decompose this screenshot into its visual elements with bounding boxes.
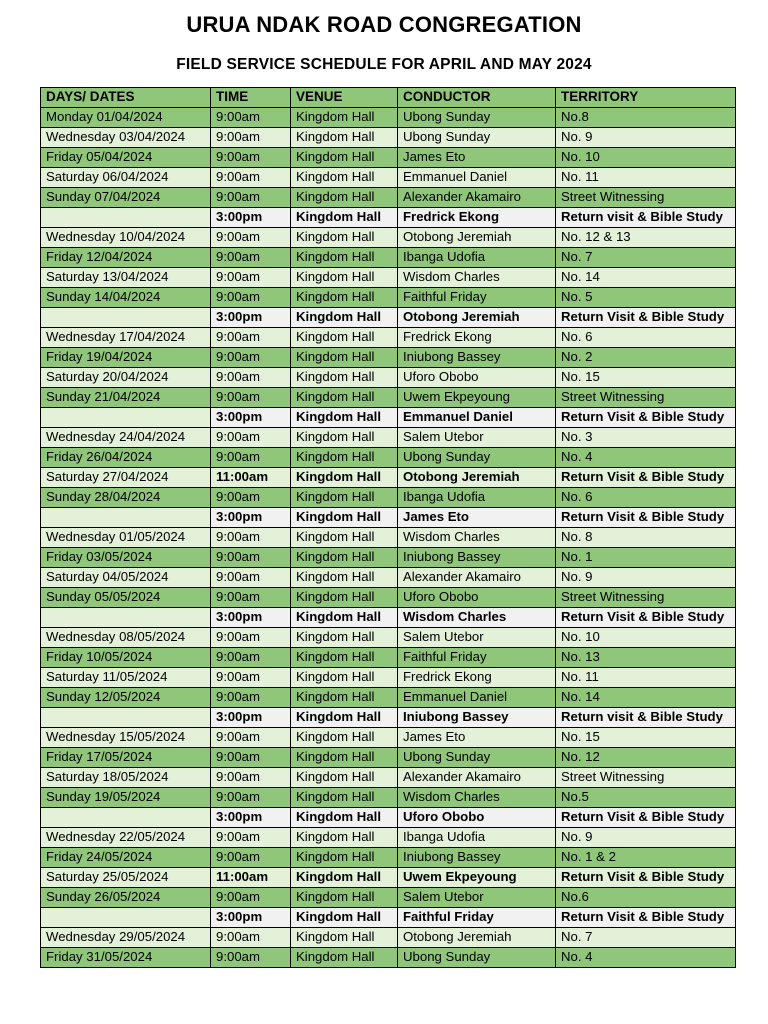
- venue-cell: Kingdom Hall: [291, 168, 398, 188]
- day-cell: Wednesday 08/05/2024: [41, 628, 211, 648]
- page-subtitle: FIELD SERVICE SCHEDULE FOR APRIL AND MAY 2024: [176, 56, 592, 73]
- time-cell: 11:00am: [211, 468, 291, 488]
- venue-cell: Kingdom Hall: [291, 368, 398, 388]
- territory-cell: No. 5: [556, 288, 736, 308]
- table-row: [41, 348, 736, 368]
- day-cell: Saturday 04/05/2024: [41, 568, 211, 588]
- conductor-cell: James Eto: [398, 508, 556, 528]
- time-cell: 9:00am: [211, 228, 291, 248]
- table-row: [41, 608, 736, 628]
- territory-cell: Return Visit & Bible Study: [556, 608, 736, 628]
- territory-cell: Street Witnessing: [556, 588, 736, 608]
- venue-cell: Kingdom Hall: [291, 528, 398, 548]
- day-cell: Saturday 20/04/2024: [41, 368, 211, 388]
- table-row: [41, 928, 736, 948]
- conductor-cell: Emmanuel Daniel: [398, 168, 556, 188]
- conductor-cell: Uforo Obobo: [398, 368, 556, 388]
- page-title: URUA NDAK ROAD CONGREGATION: [186, 12, 582, 37]
- day-cell: Sunday 28/04/2024: [41, 488, 211, 508]
- day-cell: [41, 908, 211, 928]
- table-row: [41, 108, 736, 128]
- time-cell: 9:00am: [211, 488, 291, 508]
- time-cell: 9:00am: [211, 128, 291, 148]
- table-header-row: [41, 88, 736, 108]
- venue-cell: Kingdom Hall: [291, 648, 398, 668]
- territory-cell: Return Visit & Bible Study: [556, 908, 736, 928]
- time-cell: 9:00am: [211, 108, 291, 128]
- time-cell: 3:00pm: [211, 508, 291, 528]
- territory-cell: No. 4: [556, 948, 736, 968]
- conductor-cell: Otobong Jeremiah: [398, 468, 556, 488]
- time-cell: 9:00am: [211, 148, 291, 168]
- venue-cell: Kingdom Hall: [291, 748, 398, 768]
- day-cell: Friday 17/05/2024: [41, 748, 211, 768]
- table-row: [41, 868, 736, 888]
- time-cell: 9:00am: [211, 648, 291, 668]
- table-row: [41, 908, 736, 928]
- time-cell: 9:00am: [211, 428, 291, 448]
- territory-cell: No. 7: [556, 928, 736, 948]
- venue-cell: Kingdom Hall: [291, 948, 398, 968]
- territory-cell: No. 9: [556, 568, 736, 588]
- table-row: [41, 648, 736, 668]
- conductor-cell: Ubong Sunday: [398, 748, 556, 768]
- day-cell: [41, 508, 211, 528]
- conductor-cell: Ibanga Udofia: [398, 248, 556, 268]
- venue-cell: Kingdom Hall: [291, 448, 398, 468]
- territory-cell: Return Visit & Bible Study: [556, 468, 736, 488]
- day-cell: Friday 05/04/2024: [41, 148, 211, 168]
- day-cell: Wednesday 17/04/2024: [41, 328, 211, 348]
- table-row: [41, 848, 736, 868]
- territory-cell: No. 1: [556, 548, 736, 568]
- table-row: [41, 768, 736, 788]
- time-cell: 9:00am: [211, 848, 291, 868]
- time-cell: 9:00am: [211, 248, 291, 268]
- conductor-cell: Salem Utebor: [398, 628, 556, 648]
- conductor-cell: Ibanga Udofia: [398, 828, 556, 848]
- conductor-cell: Salem Utebor: [398, 888, 556, 908]
- venue-cell: Kingdom Hall: [291, 608, 398, 628]
- table-row: [41, 748, 736, 768]
- territory-cell: No. 11: [556, 668, 736, 688]
- conductor-cell: Alexander Akamairo: [398, 768, 556, 788]
- day-cell: Sunday 19/05/2024: [41, 788, 211, 808]
- territory-cell: No. 11: [556, 168, 736, 188]
- venue-cell: Kingdom Hall: [291, 828, 398, 848]
- day-cell: [41, 708, 211, 728]
- table-row: [41, 368, 736, 388]
- table-row: [41, 448, 736, 468]
- territory-cell: Return Visit & Bible Study: [556, 408, 736, 428]
- time-cell: 9:00am: [211, 788, 291, 808]
- venue-cell: Kingdom Hall: [291, 708, 398, 728]
- day-cell: Wednesday 01/05/2024: [41, 528, 211, 548]
- time-cell: 9:00am: [211, 688, 291, 708]
- time-cell: 9:00am: [211, 628, 291, 648]
- venue-cell: Kingdom Hall: [291, 148, 398, 168]
- table-row: [41, 688, 736, 708]
- day-cell: Friday 03/05/2024: [41, 548, 211, 568]
- territory-cell: Return Visit & Bible Study: [556, 508, 736, 528]
- table-row: [41, 168, 736, 188]
- table-row: [41, 668, 736, 688]
- day-cell: Sunday 05/05/2024: [41, 588, 211, 608]
- time-cell: 9:00am: [211, 728, 291, 748]
- table-row: [41, 808, 736, 828]
- time-cell: 9:00am: [211, 588, 291, 608]
- time-cell: 9:00am: [211, 448, 291, 468]
- table-row: [41, 728, 736, 748]
- territory-cell: No. 8: [556, 528, 736, 548]
- conductor-cell: Fredrick Ekong: [398, 208, 556, 228]
- conductor-cell: Otobong Jeremiah: [398, 308, 556, 328]
- time-cell: 9:00am: [211, 388, 291, 408]
- time-cell: 9:00am: [211, 348, 291, 368]
- day-cell: Wednesday 22/05/2024: [41, 828, 211, 848]
- venue-cell: Kingdom Hall: [291, 408, 398, 428]
- table-row: [41, 288, 736, 308]
- venue-cell: Kingdom Hall: [291, 288, 398, 308]
- territory-cell: No. 14: [556, 268, 736, 288]
- day-cell: Saturday 11/05/2024: [41, 668, 211, 688]
- territory-cell: No. 6: [556, 328, 736, 348]
- time-cell: 9:00am: [211, 528, 291, 548]
- territory-cell: No. 3: [556, 428, 736, 448]
- venue-cell: Kingdom Hall: [291, 808, 398, 828]
- venue-cell: Kingdom Hall: [291, 268, 398, 288]
- time-cell: 9:00am: [211, 548, 291, 568]
- day-cell: [41, 808, 211, 828]
- conductor-cell: Faithful Friday: [398, 288, 556, 308]
- territory-cell: No. 9: [556, 828, 736, 848]
- time-cell: 9:00am: [211, 188, 291, 208]
- time-cell: 11:00am: [211, 868, 291, 888]
- territory-cell: No. 1 & 2: [556, 848, 736, 868]
- conductor-cell: Iniubong Bassey: [398, 708, 556, 728]
- table-row: [41, 708, 736, 728]
- time-cell: 3:00pm: [211, 308, 291, 328]
- day-cell: Saturday 18/05/2024: [41, 768, 211, 788]
- day-cell: Saturday 06/04/2024: [41, 168, 211, 188]
- day-cell: Wednesday 29/05/2024: [41, 928, 211, 948]
- territory-cell: No. 13: [556, 648, 736, 668]
- territory-cell: Return Visit & Bible Study: [556, 868, 736, 888]
- table-row: [41, 428, 736, 448]
- territory-cell: No.5: [556, 788, 736, 808]
- table-row: [41, 148, 736, 168]
- conductor-cell: Fredrick Ekong: [398, 328, 556, 348]
- conductor-cell: Emmanuel Daniel: [398, 408, 556, 428]
- table-row: [41, 568, 736, 588]
- table-row: [41, 828, 736, 848]
- day-cell: Monday 01/04/2024: [41, 108, 211, 128]
- day-cell: Friday 19/04/2024: [41, 348, 211, 368]
- conductor-cell: Ubong Sunday: [398, 448, 556, 468]
- conductor-cell: Uwem Ekpeyoung: [398, 868, 556, 888]
- conductor-cell: Wisdom Charles: [398, 608, 556, 628]
- venue-cell: Kingdom Hall: [291, 328, 398, 348]
- conductor-cell: Wisdom Charles: [398, 788, 556, 808]
- table-row: [41, 248, 736, 268]
- time-cell: 9:00am: [211, 168, 291, 188]
- venue-cell: Kingdom Hall: [291, 908, 398, 928]
- time-cell: 9:00am: [211, 888, 291, 908]
- venue-cell: Kingdom Hall: [291, 388, 398, 408]
- conductor-cell: Iniubong Bassey: [398, 848, 556, 868]
- schedule-table: [40, 87, 736, 968]
- day-cell: Wednesday 10/04/2024: [41, 228, 211, 248]
- time-cell: 3:00pm: [211, 408, 291, 428]
- time-cell: 3:00pm: [211, 808, 291, 828]
- territory-cell: Return visit & Bible Study: [556, 708, 736, 728]
- territory-cell: No. 2: [556, 348, 736, 368]
- territory-cell: Street Witnessing: [556, 188, 736, 208]
- time-cell: 3:00pm: [211, 708, 291, 728]
- day-cell: Sunday 26/05/2024: [41, 888, 211, 908]
- territory-cell: Return Visit & Bible Study: [556, 808, 736, 828]
- territory-cell: No.8: [556, 108, 736, 128]
- table-row: [41, 328, 736, 348]
- table-row: [41, 628, 736, 648]
- venue-cell: Kingdom Hall: [291, 928, 398, 948]
- day-cell: Friday 24/05/2024: [41, 848, 211, 868]
- table-row: [41, 788, 736, 808]
- territory-cell: No. 6: [556, 488, 736, 508]
- day-cell: [41, 308, 211, 328]
- venue-cell: Kingdom Hall: [291, 108, 398, 128]
- table-row: [41, 208, 736, 228]
- day-cell: Friday 10/05/2024: [41, 648, 211, 668]
- table-row: [41, 528, 736, 548]
- territory-cell: No. 15: [556, 368, 736, 388]
- day-cell: Wednesday 15/05/2024: [41, 728, 211, 748]
- conductor-cell: Otobong Jeremiah: [398, 228, 556, 248]
- day-cell: [41, 408, 211, 428]
- table-row: [41, 488, 736, 508]
- conductor-cell: Iniubong Bassey: [398, 348, 556, 368]
- venue-cell: Kingdom Hall: [291, 208, 398, 228]
- territory-cell: No. 14: [556, 688, 736, 708]
- day-cell: Saturday 25/05/2024: [41, 868, 211, 888]
- column-header-venue: VENUE: [291, 88, 398, 108]
- time-cell: 9:00am: [211, 268, 291, 288]
- table-row: [41, 188, 736, 208]
- conductor-cell: Faithful Friday: [398, 908, 556, 928]
- venue-cell: Kingdom Hall: [291, 348, 398, 368]
- column-header-time: TIME: [211, 88, 291, 108]
- conductor-cell: Uwem Ekpeyoung: [398, 388, 556, 408]
- conductor-cell: Ubong Sunday: [398, 108, 556, 128]
- time-cell: 9:00am: [211, 948, 291, 968]
- table-row: [41, 508, 736, 528]
- conductor-cell: Ibanga Udofia: [398, 488, 556, 508]
- conductor-cell: Salem Utebor: [398, 428, 556, 448]
- venue-cell: Kingdom Hall: [291, 128, 398, 148]
- territory-cell: No. 15: [556, 728, 736, 748]
- venue-cell: Kingdom Hall: [291, 568, 398, 588]
- table-row: [41, 948, 736, 968]
- table-row: [41, 228, 736, 248]
- conductor-cell: James Eto: [398, 728, 556, 748]
- conductor-cell: Faithful Friday: [398, 648, 556, 668]
- day-cell: Sunday 12/05/2024: [41, 688, 211, 708]
- venue-cell: Kingdom Hall: [291, 688, 398, 708]
- territory-cell: No. 7: [556, 248, 736, 268]
- day-cell: Sunday 21/04/2024: [41, 388, 211, 408]
- conductor-cell: Ubong Sunday: [398, 948, 556, 968]
- time-cell: 9:00am: [211, 568, 291, 588]
- table-row: [41, 388, 736, 408]
- venue-cell: Kingdom Hall: [291, 868, 398, 888]
- day-cell: Saturday 27/04/2024: [41, 468, 211, 488]
- venue-cell: Kingdom Hall: [291, 428, 398, 448]
- conductor-cell: Alexander Akamairo: [398, 188, 556, 208]
- territory-cell: Return Visit & Bible Study: [556, 308, 736, 328]
- venue-cell: Kingdom Hall: [291, 248, 398, 268]
- conductor-cell: Uforo Obobo: [398, 588, 556, 608]
- venue-cell: Kingdom Hall: [291, 188, 398, 208]
- day-cell: Saturday 13/04/2024: [41, 268, 211, 288]
- column-header-territory: TERRITORY: [556, 88, 736, 108]
- table-row: [41, 468, 736, 488]
- territory-cell: No. 10: [556, 148, 736, 168]
- table-row: [41, 548, 736, 568]
- territory-cell: No. 12 & 13: [556, 228, 736, 248]
- time-cell: 9:00am: [211, 668, 291, 688]
- venue-cell: Kingdom Hall: [291, 788, 398, 808]
- conductor-cell: Wisdom Charles: [398, 528, 556, 548]
- venue-cell: Kingdom Hall: [291, 848, 398, 868]
- table-row: [41, 308, 736, 328]
- conductor-cell: Ubong Sunday: [398, 128, 556, 148]
- territory-cell: No. 9: [556, 128, 736, 148]
- time-cell: 9:00am: [211, 328, 291, 348]
- conductor-cell: Uforo Obobo: [398, 808, 556, 828]
- venue-cell: Kingdom Hall: [291, 588, 398, 608]
- day-cell: Sunday 14/04/2024: [41, 288, 211, 308]
- venue-cell: Kingdom Hall: [291, 548, 398, 568]
- conductor-cell: Emmanuel Daniel: [398, 688, 556, 708]
- day-cell: Wednesday 24/04/2024: [41, 428, 211, 448]
- time-cell: 9:00am: [211, 828, 291, 848]
- day-cell: Sunday 07/04/2024: [41, 188, 211, 208]
- table-row: [41, 408, 736, 428]
- territory-cell: No. 4: [556, 448, 736, 468]
- venue-cell: Kingdom Hall: [291, 768, 398, 788]
- territory-cell: Street Witnessing: [556, 768, 736, 788]
- time-cell: 9:00am: [211, 748, 291, 768]
- venue-cell: Kingdom Hall: [291, 628, 398, 648]
- conductor-cell: Otobong Jeremiah: [398, 928, 556, 948]
- day-cell: Wednesday 03/04/2024: [41, 128, 211, 148]
- venue-cell: Kingdom Hall: [291, 668, 398, 688]
- day-cell: Friday 26/04/2024: [41, 448, 211, 468]
- venue-cell: Kingdom Hall: [291, 488, 398, 508]
- table-row: [41, 268, 736, 288]
- time-cell: 9:00am: [211, 288, 291, 308]
- day-cell: Friday 12/04/2024: [41, 248, 211, 268]
- conductor-cell: Alexander Akamairo: [398, 568, 556, 588]
- day-cell: [41, 608, 211, 628]
- territory-cell: No.6: [556, 888, 736, 908]
- schedule-body: [41, 108, 736, 968]
- time-cell: 9:00am: [211, 928, 291, 948]
- day-cell: [41, 208, 211, 228]
- conductor-cell: Wisdom Charles: [398, 268, 556, 288]
- time-cell: 3:00pm: [211, 908, 291, 928]
- table-row: [41, 588, 736, 608]
- territory-cell: No. 10: [556, 628, 736, 648]
- conductor-cell: Iniubong Bassey: [398, 548, 556, 568]
- venue-cell: Kingdom Hall: [291, 888, 398, 908]
- conductor-cell: Fredrick Ekong: [398, 668, 556, 688]
- venue-cell: Kingdom Hall: [291, 228, 398, 248]
- venue-cell: Kingdom Hall: [291, 728, 398, 748]
- territory-cell: Return visit & Bible Study: [556, 208, 736, 228]
- time-cell: 3:00pm: [211, 608, 291, 628]
- day-cell: Friday 31/05/2024: [41, 948, 211, 968]
- venue-cell: Kingdom Hall: [291, 468, 398, 488]
- time-cell: 3:00pm: [211, 208, 291, 228]
- conductor-cell: James Eto: [398, 148, 556, 168]
- territory-cell: Street Witnessing: [556, 388, 736, 408]
- table-row: [41, 128, 736, 148]
- time-cell: 9:00am: [211, 368, 291, 388]
- venue-cell: Kingdom Hall: [291, 308, 398, 328]
- column-header-days: DAYS/ DATES: [41, 88, 211, 108]
- territory-cell: No. 12: [556, 748, 736, 768]
- column-header-conductor: CONDUCTOR: [398, 88, 556, 108]
- table-row: [41, 888, 736, 908]
- time-cell: 9:00am: [211, 768, 291, 788]
- venue-cell: Kingdom Hall: [291, 508, 398, 528]
